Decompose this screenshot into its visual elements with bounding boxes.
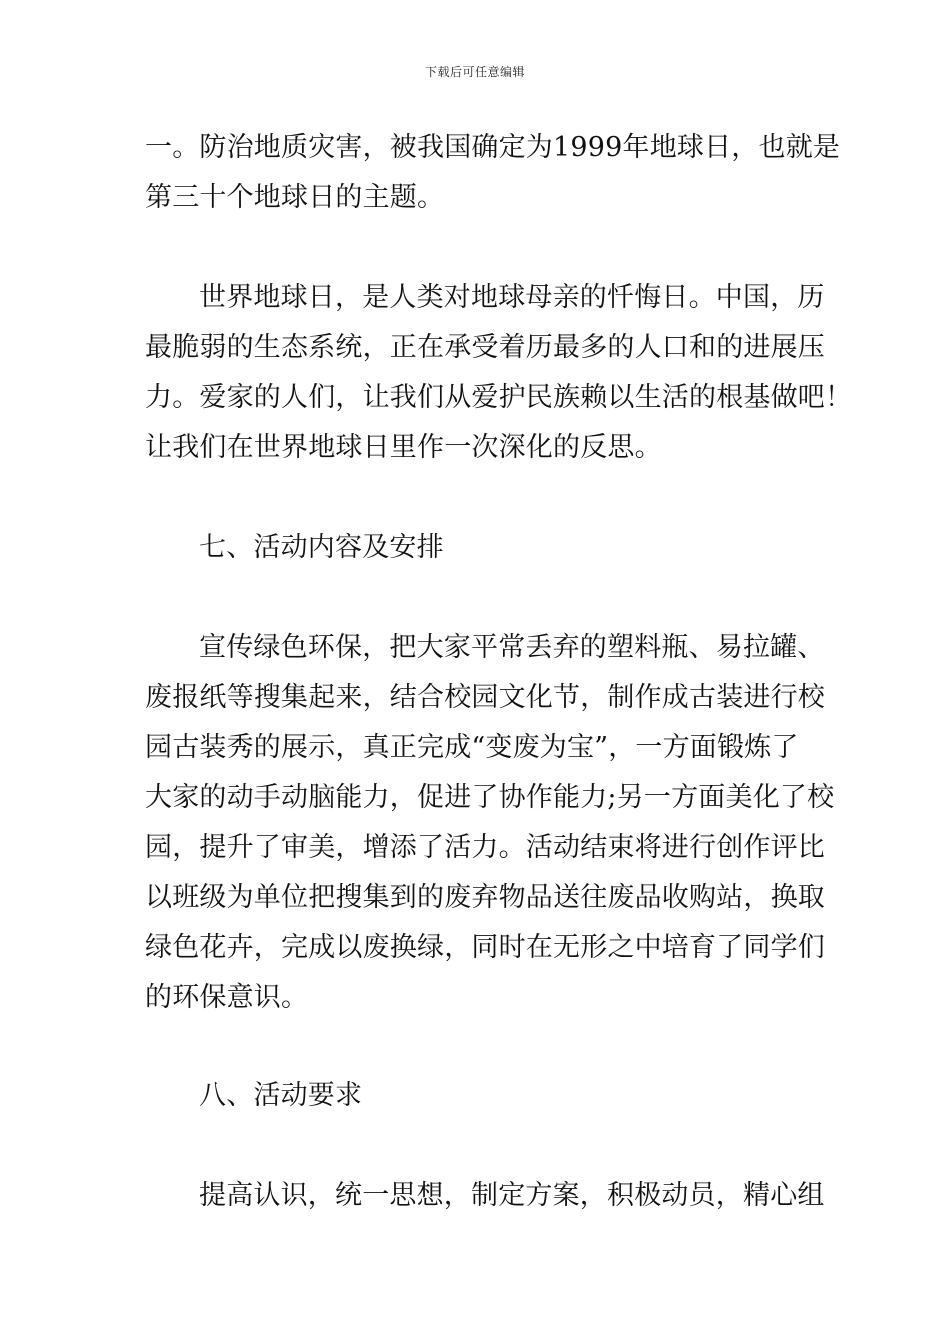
- paragraph-line: 最脆弱的生态系统，正在承受着历最多的人口和的进展压: [145, 332, 825, 363]
- page-header: 下载后可任意编辑: [424, 65, 525, 79]
- section-heading: 八、活动要求: [199, 1080, 363, 1111]
- paragraph-line: 绿色花卉，完成以废换绿，同时在无形之中培育了同学们: [145, 932, 825, 963]
- paragraph-line: 的环保意识。: [145, 982, 309, 1013]
- paragraph-line: 提高认识，统一思想，制定方案，积极动员，精心组: [199, 1180, 825, 1211]
- section-heading: 七、活动内容及安排: [199, 532, 444, 563]
- paragraph-line: 园，提升了审美，增添了活力。活动结束将进行创作评比: [145, 832, 825, 863]
- paragraph-line: 一。防治地质灾害，被我国确定为1999年地球日，也就是: [145, 132, 841, 163]
- paragraph-line: 宣传绿色环保，把大家平常丢弃的塑料瓶、易拉罐、: [199, 632, 825, 663]
- paragraph-line: 废报纸等搜集起来，结合校园文化节，制作成古装进行校: [145, 682, 825, 713]
- paragraph-line: 第三十个地球日的主题。: [145, 182, 445, 213]
- paragraph-line: 让我们在世界地球日里作一次深化的反思。: [145, 432, 662, 463]
- paragraph-line: 大家的动手动脑能力，促进了协作能力;另一方面美化了校: [145, 782, 835, 813]
- paragraph-line: 力。爱家的人们，让我们从爱护民族赖以生活的根基做吧！: [145, 382, 853, 413]
- paragraph-line: 世界地球日，是人类对地球母亲的忏悔日。中国，历: [199, 282, 825, 313]
- paragraph-line: 园古装秀的展示，真正完成“变废为宝”，一方面锻炼了: [145, 732, 799, 763]
- paragraph-line: 以班级为单位把搜集到的废弃物品送往废品收购站，换取: [145, 882, 825, 913]
